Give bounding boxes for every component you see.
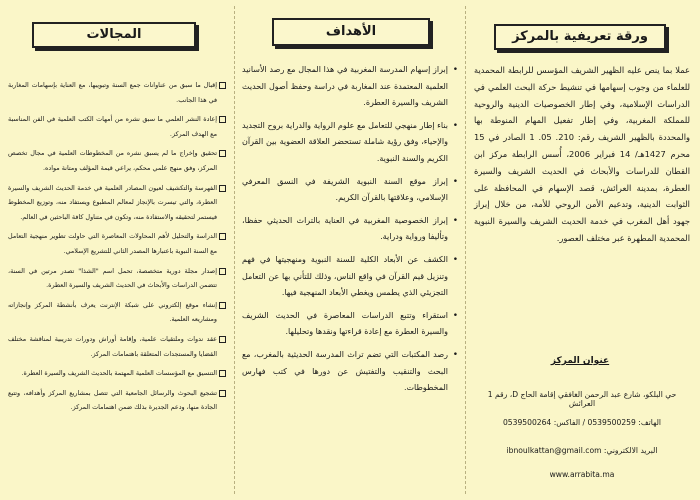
address-line: حي البلكو، شارع عبد الرحمن الغافقي إقامة الحاج D، رقم 1 العرائش — [487, 390, 677, 408]
phone-fax-line: الهاتف: 0539500259 / الفاكس: 0539500264 — [502, 418, 662, 427]
objective-item: • إبراز إسهام المدرسة المغربية في هذا المجال مع رصد الأسانيد العلمية المعتمدة عند المغاربة في دراسة وحفظ أصول الحديث الشريف والسيرة العطرة. — [242, 62, 458, 112]
fields-list — [8, 78, 226, 420]
objective-item: • إبراز موقع السنة النبوية الشريفة في النسق المعرفي الإسلامي، وعلاقتها بالقرآن الكريم. — [242, 174, 458, 207]
field-item: الفهرسة والتكشيف لعيون المصادر العلمية في خدمة الحديث الشريف والسيرة العطرة، والتي تيسرت بالإنجاز لمعالم المطبوع ويستفاد منه، وتوزيع المخطوط فيستمر لتحقيقه والاستفادة منه، وتكون في متناول كافة الباحثين في العالم. — [8, 181, 226, 225]
objective-item: • بناء إطار منهجي للتعامل مع علوم الرواية والدراية بروح التجديد والإحياء، وفق رؤية شاملة تستحضر العلاقة العضوية بين القرآن الكريم والسنة النبوية. — [242, 118, 458, 168]
field-item: إنشاء موقع إلكتروني على شبكة الإنترنت يعرف بأنشطة المركز وإنجازاته ومشاريعه العلمية. — [8, 298, 226, 327]
objective-item: • الكشف عن الأبعاد الكلية للسنة النبوية ومنهجيتها في فهم وتنزيل قيم القرآن في واقع الناس، وذلك للتأني بها عن التعامل التجزيئي الذي يطمس ويغطي الأبعاد المنهجية فيها. — [242, 252, 458, 302]
field-item: الدراسة والتحليل لأهم المحاولات المعاصرة التي حاولت تطوير منهجية التعامل مع السنة النبوية باعتبارها المصدر الثاني للتشريع الإسلامي. — [8, 229, 226, 258]
field-item: عقد ندوات وملتقيات علمية، وإقامة أوراش ودورات تدريبية لمناقشة مختلف القضايا والمستجدات المتعلقة باهتمامات المركز. — [8, 332, 226, 361]
objective-item: • إبراز الخصوصية المغربية في العناية بالتراث الحديثي حفظا، وتأليفا ورواية ودراية. — [242, 213, 458, 246]
center-profile-title: ورقة تعريفية بالمركز — [494, 24, 666, 50]
field-item: تحقيق وإخراج ما لم يسبق نشره من المخطوطات العلمية في مجال تخصص المركز، وفق منهج علمي محكم، يراعي قيمة المؤلف ومتانة مواده. — [8, 146, 226, 175]
objective-item: • رصد المكتبات التي تضم تراث المدرسة الحديثية بالمغرب، مع البحث والتنقيب والتفتيش عن دورها في كتب فهارس المخطوطات. — [242, 347, 458, 397]
field-item: إعادة النشر العلمي ما سبق نشره من أمهات الكتب العلمية في الفن المناسبة مع الهدف المركز. — [8, 112, 226, 141]
objectives-list — [242, 62, 458, 403]
objectives-title: الأهداف — [272, 18, 430, 46]
objective-item: • استقراء وتتبع الدراسات المعاصرة في الحديث الشريف والسيرة العطرة مع إعادة قراءتها ونقدها وتحليلها. — [242, 308, 458, 341]
email-line: البريد الالكتروني: ibnoulkattan@gmail.com — [506, 446, 658, 455]
field-item: إصدار مجلة دورية متخصصة، تحمل اسم "الشذا" تصدر مرتين في السنة، تتضمن الدراسات والأبحاث في الحديث الشريف والسيرة العطرة. — [8, 264, 226, 293]
field-item: إقبال ما سبق من عناوانات جمع السنة وتبويبها، مع العناية بإسهامات المغاربة في هذا الجانب. — [8, 78, 226, 107]
website-line: www.arrabita.ma — [549, 470, 615, 479]
field-item: التنسيق مع المؤسسات العلمية المهتمة بالحديث الشريف والسيرة العطرة. — [8, 366, 226, 381]
center-profile-column — [466, 0, 698, 500]
field-item: تشجيع البحوث والرسائل الجامعية التي تتصل بمشاريع المركز وأهدافه، وتتبع الجادة منها، ودعم الجديرة بذلك ضمن اهتمامات المركز. — [8, 386, 226, 415]
fields-column — [2, 0, 232, 500]
objectives-column — [236, 0, 464, 500]
column-divider-left — [234, 6, 235, 494]
center-profile-text: عملا بما ينص عليه الظهير الشريف المؤسس للرابطة المحمدية للعلماء من وجوب إسهامها في تنشيط حركة البحث العلمي في الدراسات الإسلامية، وفي إطار الخصوصيات الدينية والروحية للمملكة المغربية، وفي إطار تفعيل المهام المنوطة بها والمحددة بالظهير الشريف رقم: 210. 05. 1 الصادر في 15 محرم 1427هـ/ 14 فبراير 2006، أُسس الرابطة مركز ابن القطان للدراسات والأبحاث في الحديث الشريف والسيرة العطرة، بمدينة العرائش، قصد الإسهام في المحافظة على الثوابت الدينية، وتدعيم الأمن الروحي للأمة، من خلال إبراز جهود أهل المغرب في خدمة الحديث الشريف والسيرة النبوية المحمدية المطهرة عبر مختلف العصور. — [474, 65, 690, 243]
fields-title: المجالات — [32, 22, 196, 48]
address-heading: عنوان المركز — [550, 356, 610, 366]
